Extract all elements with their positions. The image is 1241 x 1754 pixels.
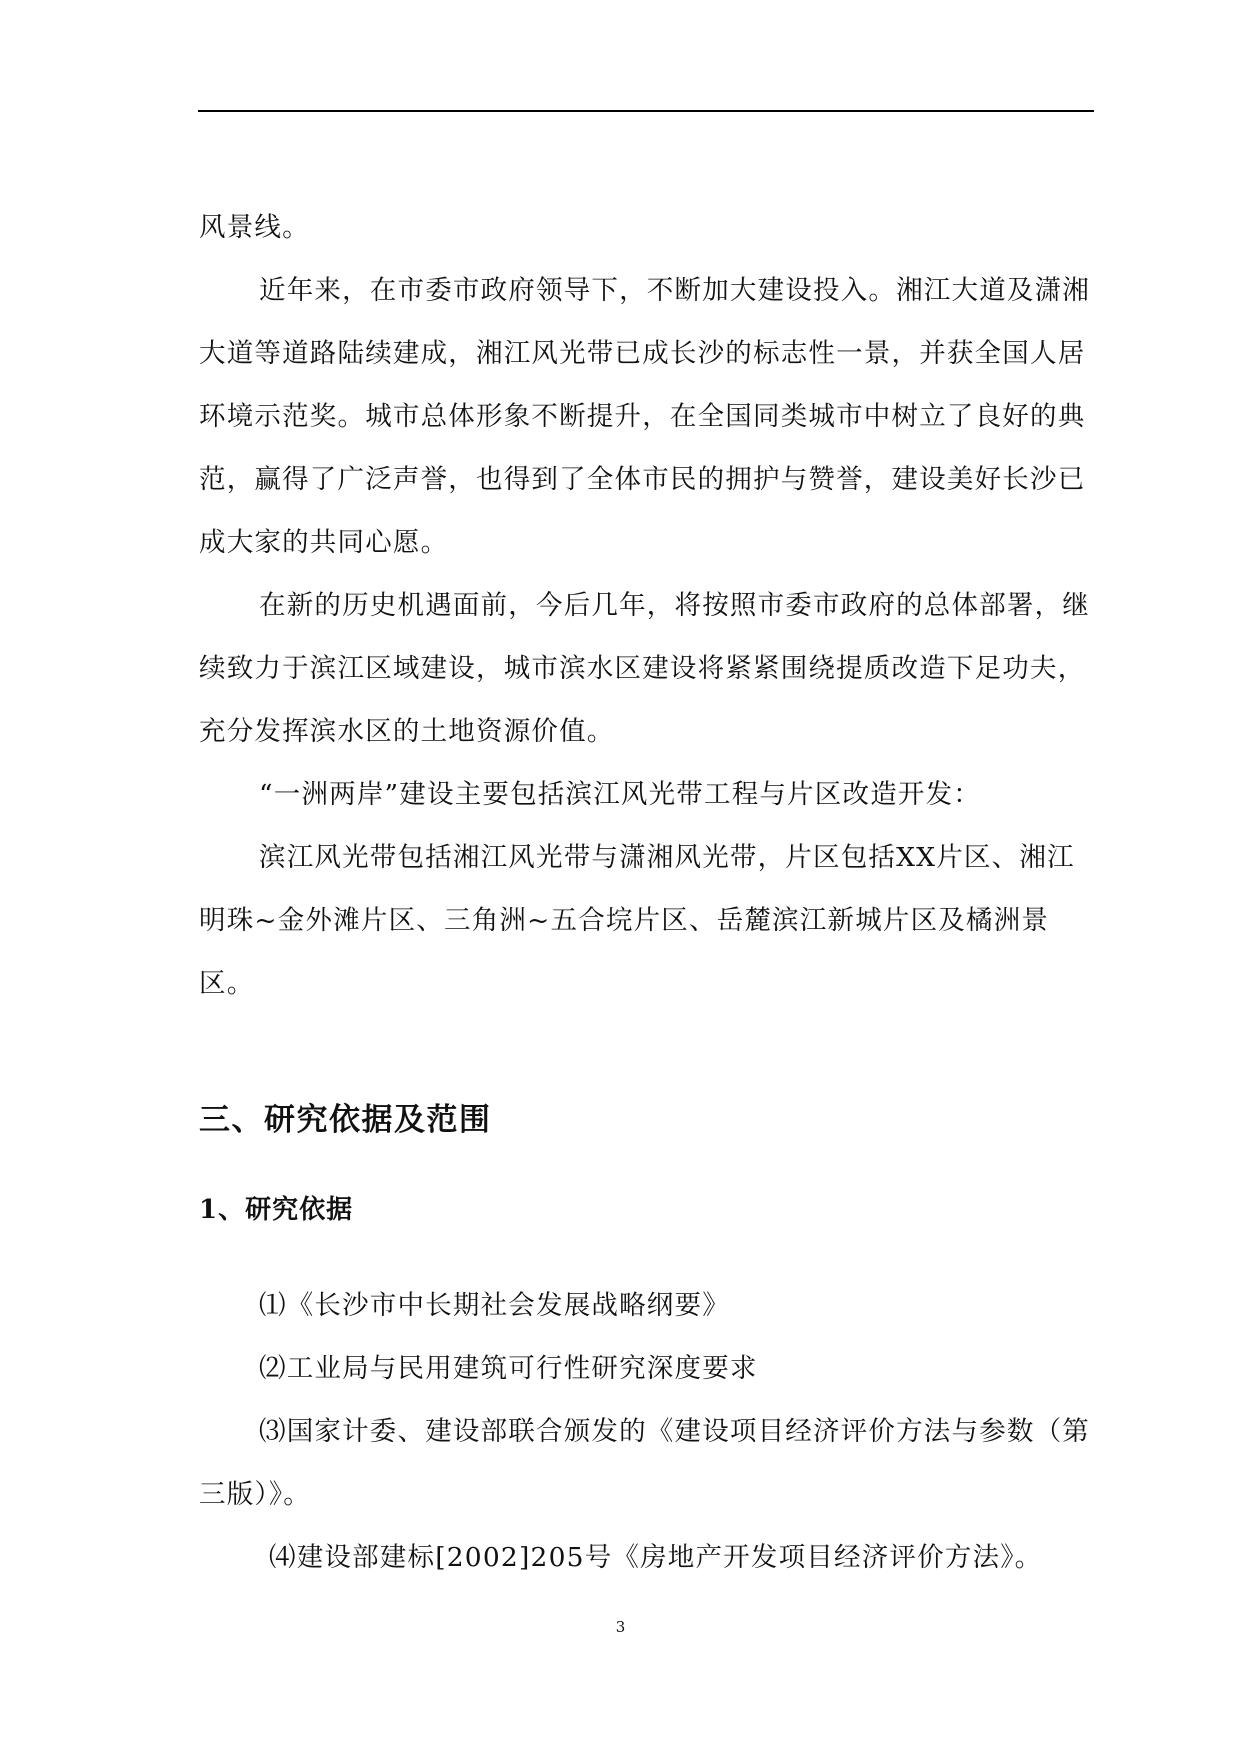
paragraph-riverside-scenic-belt: 滨江风光带包括湘江风光带与潇湘风光带，片区包括XX片区、湘江明珠~金外滩片区、三角洲~五合垸片区、岳麓滨江新城片区及橘洲景区。 — [199, 842, 1075, 999]
page-number: 3 — [615, 1618, 626, 1636]
reference-list — [199, 1274, 1095, 1589]
reference-item: ⑴《长沙市中长期社会发展战略纲要》 — [259, 1290, 730, 1321]
reference-item: ⑶国家计委、建设部联合颁发的《建设项目经济评价方法与参数（第三版）》。 — [199, 1416, 1090, 1510]
header-rule — [198, 110, 1094, 112]
paragraph-new-opportunity: 在新的历史机遇面前，今后几年，将按照市委市政府的总体部署，继续致力于滨江区域建设，城市滨水区建设将紧紧围绕提质改造下足功夫，充分发挥滨水区的土地资源价值。 — [199, 590, 1090, 747]
paragraph-continuation: 风景线。 — [199, 212, 310, 243]
subsection-heading: 1、研究依据 — [199, 1195, 354, 1225]
section-heading: 三、研究依据及范围 — [199, 1102, 492, 1138]
reference-item: ⑷建设部建标[2002]205号《房地产开发项目经济评价方法》。 — [269, 1542, 1043, 1573]
body-text — [199, 196, 1095, 1015]
paragraph-one-island-two-banks: “一洲两岸”建设主要包括滨江风光带工程与片区改造开发： — [259, 779, 981, 810]
paragraph-recent-years: 近年来，在市委市政府领导下，不断加大建设投入。湘江大道及潇湘大道等道路陆续建成，湘江风光带已成长沙的标志性一景，并获全国人居环境示范奖。城市总体形象不断提升，在全国同类城市中树立了良好的典范，赢得了广泛声誉，也得到了全体市民的拥护与赞誉，建设美好长沙已成大家的共同心愿。 — [199, 275, 1090, 558]
reference-item: ⑵工业局与民用建筑可行性研究深度要求 — [259, 1353, 758, 1384]
